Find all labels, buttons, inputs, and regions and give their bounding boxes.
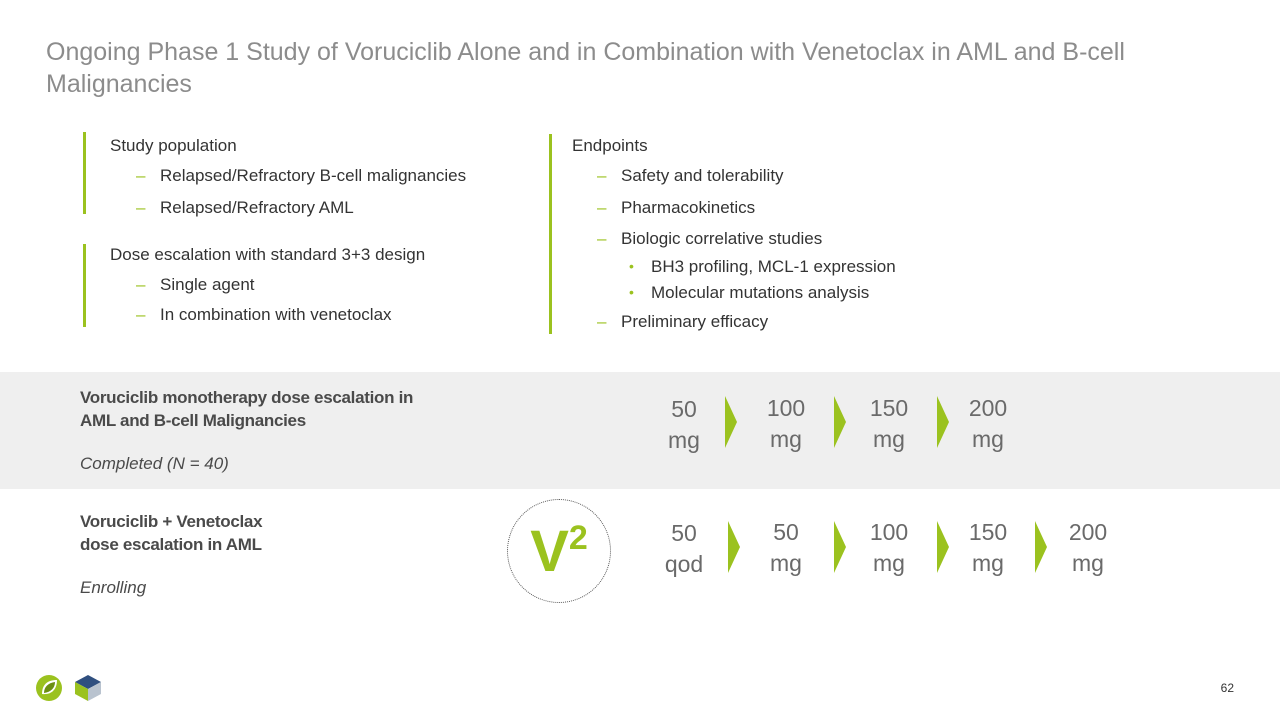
leaf-logo-icon (35, 674, 63, 702)
mono-dose-step: 50 mg (668, 396, 700, 453)
design-item: – Single agent (136, 275, 255, 294)
combo-dose-step: 200 mg (1068, 519, 1108, 576)
hexagon-cube-logo-icon (73, 674, 103, 702)
accent-bar-population (83, 132, 86, 214)
monotherapy-status: Completed (N = 40) (80, 454, 229, 473)
chevron-right-icon (834, 396, 846, 448)
page-number: 62 (1220, 681, 1234, 695)
design-item: – In combination with venetoclax (136, 305, 392, 324)
chevron-right-icon (1035, 521, 1047, 573)
mono-dose-step: 200 mg (968, 395, 1008, 452)
endpoint-item: – Biologic correlative studies (597, 229, 823, 248)
study-population-section (110, 136, 467, 218)
v2-badge-letter: $V^2$ (530, 518, 588, 584)
endpoint-item: – Pharmacokinetics (597, 198, 756, 217)
chevron-right-icon (728, 521, 740, 573)
chevron-right-icon (725, 396, 737, 448)
combo-dose-step: 100 mg (869, 519, 909, 576)
correlative-item: • Molecular mutations analysis (629, 283, 870, 302)
accent-bar-design (83, 244, 86, 327)
slide-title: Ongoing Phase 1 Study of Voruciclib Alone and in Combination with Venetoclax in AML and B-cell Malignancies (46, 38, 1125, 98)
dose-design-section (110, 245, 425, 325)
design-heading: Dose escalation with standard 3+3 design (110, 245, 426, 264)
endpoints-section (572, 136, 896, 332)
monotherapy-title: Voruciclib monotherapy dose escalation in AML and B-cell Malignancies (80, 388, 414, 430)
accent-bar-endpoints (549, 134, 552, 334)
endpoints-heading: Endpoints (572, 136, 648, 155)
population-heading: Study population (110, 136, 237, 155)
combo-dose-step: 50 qod (664, 520, 704, 577)
combo-dose-step: 150 mg (968, 519, 1008, 576)
mono-dose-step: 150 mg (869, 395, 909, 452)
population-item: – Relapsed/Refractory B-cell malignancies (136, 166, 467, 185)
mono-dose-step: 100 mg (766, 395, 806, 452)
chevron-right-icon (834, 521, 846, 573)
combo-dose-step: 50 mg (770, 519, 802, 576)
combination-title: Voruciclib + Venetoclax dose escalation in AML (80, 512, 263, 554)
v2-badge (507, 499, 611, 603)
combination-status: Enrolling (80, 578, 147, 597)
population-item: – Relapsed/Refractory AML (136, 198, 354, 217)
correlative-item: • BH3 profiling, MCL-1 expression (629, 257, 896, 276)
endpoint-item: – Preliminary efficacy (597, 312, 769, 331)
endpoint-item: – Safety and tolerability (597, 166, 784, 185)
